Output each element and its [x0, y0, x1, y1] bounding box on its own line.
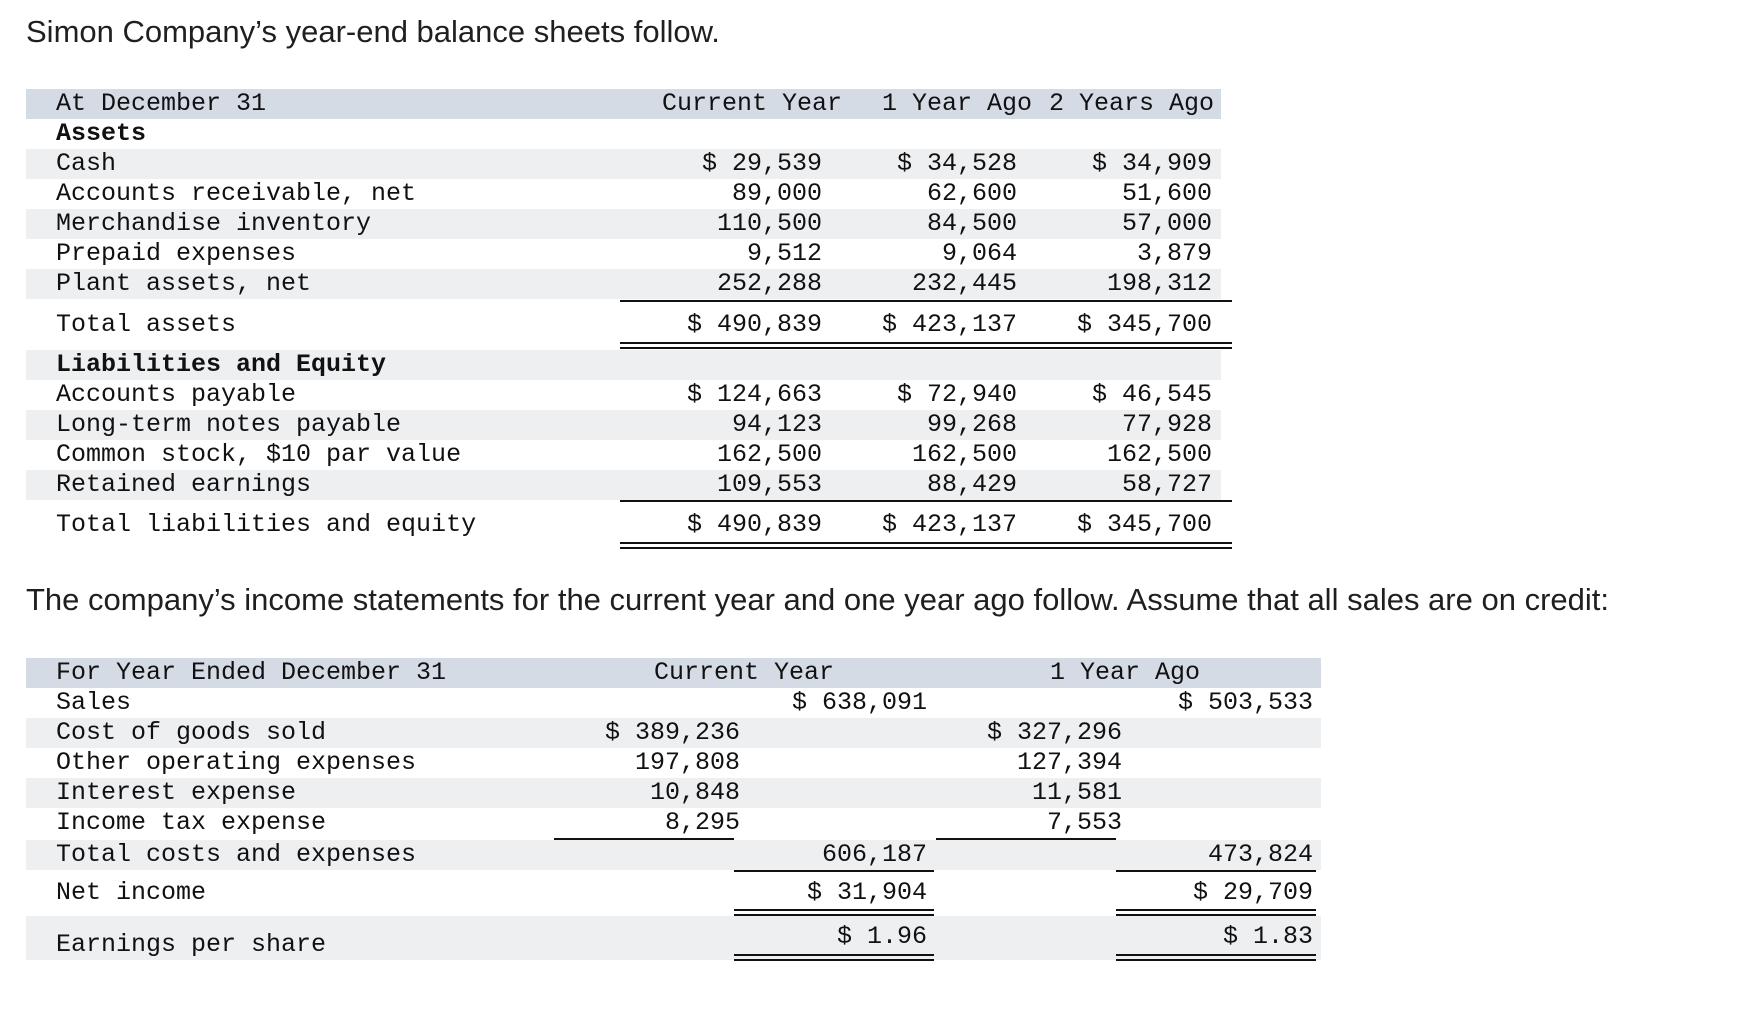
- total-double-rule: [734, 954, 934, 956]
- subtotal-rule: [620, 500, 1232, 502]
- liability-row: [26, 470, 1221, 500]
- value-2-years-ago: $ 345,700: [1076, 310, 1212, 339]
- row-label: Other operating expenses: [56, 748, 417, 777]
- prior-year-total: $ 1.83: [1222, 922, 1313, 951]
- total-double-rule: [620, 347, 1232, 349]
- value-current-year: 109,553: [716, 470, 822, 499]
- value-current-year: $ 29,539: [701, 149, 822, 178]
- sales-row: [26, 688, 1321, 718]
- row-label: Total assets: [56, 310, 237, 339]
- prior-year-item: 127,394: [1016, 748, 1122, 777]
- total-double-rule: [620, 547, 1232, 549]
- value-current-year: 9,512: [746, 239, 822, 268]
- subtotal-rule: [620, 300, 1232, 302]
- value-1-year-ago: 88,429: [926, 470, 1017, 499]
- value-1-year-ago: $ 34,528: [896, 149, 1017, 178]
- value-1-year-ago: $ 423,137: [881, 310, 1017, 339]
- prior-year-item: 7,553: [1046, 808, 1122, 837]
- row-label: Merchandise inventory: [56, 209, 372, 238]
- row-label: Total liabilities and equity: [56, 510, 477, 539]
- subtotal-rule: [734, 870, 934, 872]
- row-label: Total costs and expenses: [56, 840, 417, 869]
- row-label: Net income: [56, 878, 207, 907]
- current-year-item: 197,808: [634, 748, 740, 777]
- header-2-years-ago: 2 Years Ago: [1048, 89, 1214, 118]
- value-current-year: $ 124,663: [686, 380, 822, 409]
- header-current-year: Current Year: [661, 89, 842, 118]
- total-costs-row: [26, 840, 1321, 870]
- header-label: For Year Ended December 31: [56, 658, 447, 687]
- eps-row: [26, 922, 1321, 959]
- value-current-year: 94,123: [731, 410, 822, 439]
- current-year-total: $ 638,091: [791, 688, 927, 717]
- row-label: Sales: [56, 688, 132, 717]
- value-2-years-ago: $ 345,700: [1076, 510, 1212, 539]
- asset-row: [26, 179, 1221, 209]
- header-label: At December 31: [56, 89, 267, 118]
- asset-row: [26, 239, 1221, 269]
- value-1-year-ago: 232,445: [911, 269, 1017, 298]
- value-1-year-ago: $ 423,137: [881, 510, 1017, 539]
- current-year-item: $ 389,236: [604, 718, 740, 747]
- current-year-total: $ 1.96: [836, 922, 927, 951]
- row-label: Cash: [56, 149, 117, 178]
- income-statement-intro: The company’s income statements for the current year and one year ago follow. Assume that all sales are on credit:: [26, 582, 1609, 617]
- row-label: Cost of goods sold: [56, 718, 327, 747]
- value-2-years-ago: 58,727: [1121, 470, 1212, 499]
- row-label: Plant assets, net: [56, 269, 312, 298]
- value-2-years-ago: 198,312: [1106, 269, 1212, 298]
- value-2-years-ago: $ 34,909: [1091, 149, 1212, 178]
- total-double-rule: [734, 959, 934, 961]
- header-1-year-ago: 1 Year Ago: [1050, 658, 1201, 687]
- net-income-row: [26, 878, 1321, 908]
- expense-row: [26, 808, 1321, 838]
- value-2-years-ago: $ 46,545: [1091, 380, 1212, 409]
- prior-year-item: $ 327,296: [986, 718, 1122, 747]
- value-current-year: 252,288: [716, 269, 822, 298]
- value-current-year: 162,500: [716, 440, 822, 469]
- header-current-year: Current Year: [654, 658, 835, 687]
- value-1-year-ago: 162,500: [911, 440, 1017, 469]
- current-year-item: 8,295: [664, 808, 740, 837]
- total-double-rule: [1116, 909, 1316, 911]
- liabilities-heading-row: [26, 350, 1221, 380]
- value-current-year: 110,500: [716, 209, 822, 238]
- value-1-year-ago: 62,600: [926, 179, 1017, 208]
- asset-row: [26, 149, 1221, 179]
- row-label: Accounts receivable, net: [56, 179, 417, 208]
- value-2-years-ago: 3,879: [1136, 239, 1212, 268]
- expense-row: [26, 778, 1321, 808]
- value-current-year: $ 490,839: [686, 510, 822, 539]
- total-double-rule: [620, 342, 1232, 344]
- total-double-rule: [1116, 959, 1316, 961]
- row-label: Accounts payable: [56, 380, 297, 409]
- income-statement-header: [26, 658, 1321, 688]
- row-label: Interest expense: [56, 778, 297, 807]
- total-double-rule: [1116, 954, 1316, 956]
- current-year-item: 10,848: [649, 778, 740, 807]
- value-1-year-ago: 84,500: [926, 209, 1017, 238]
- value-current-year: 89,000: [731, 179, 822, 208]
- assets-heading: Assets: [56, 119, 147, 148]
- liabilities-heading: Liabilities and Equity: [56, 350, 387, 379]
- value-current-year: $ 490,839: [686, 310, 822, 339]
- assets-heading-row: [26, 119, 1221, 149]
- row-label: Earnings per share: [56, 930, 327, 959]
- subtotal-rule: [1116, 870, 1316, 872]
- row-label: Long-term notes payable: [56, 410, 402, 439]
- asset-row: [26, 269, 1221, 299]
- current-year-total: 606,187: [821, 840, 927, 869]
- liability-row: [26, 380, 1221, 410]
- value-2-years-ago: 51,600: [1121, 179, 1212, 208]
- value-1-year-ago: 99,268: [926, 410, 1017, 439]
- prior-year-item: 11,581: [1031, 778, 1122, 807]
- row-label: Common stock, $10 par value: [56, 440, 462, 469]
- asset-row: [26, 209, 1221, 239]
- balance-sheet-header: [26, 89, 1221, 119]
- header-1-year-ago: 1 Year Ago: [881, 89, 1032, 118]
- value-2-years-ago: 57,000: [1121, 209, 1212, 238]
- row-label: Retained earnings: [56, 470, 312, 499]
- total-double-rule: [620, 542, 1232, 544]
- liability-row: [26, 440, 1221, 470]
- value-2-years-ago: 77,928: [1121, 410, 1212, 439]
- row-label: Prepaid expenses: [56, 239, 297, 268]
- expense-row: [26, 718, 1321, 748]
- value-2-years-ago: 162,500: [1106, 440, 1212, 469]
- expense-row: [26, 748, 1321, 778]
- prior-year-total: 473,824: [1207, 840, 1313, 869]
- row-label: Income tax expense: [56, 808, 327, 837]
- prior-year-total: $ 503,533: [1177, 688, 1313, 717]
- total-assets-row: [26, 310, 1221, 340]
- liability-row: [26, 410, 1221, 440]
- balance-sheet-intro: Simon Company’s year-end balance sheets follow.: [26, 14, 720, 49]
- value-1-year-ago: $ 72,940: [896, 380, 1017, 409]
- total-liabilities-row: [26, 510, 1221, 540]
- total-double-rule: [734, 909, 934, 911]
- prior-year-total: $ 29,709: [1192, 878, 1313, 907]
- value-1-year-ago: 9,064: [941, 239, 1017, 268]
- current-year-total: $ 31,904: [806, 878, 927, 907]
